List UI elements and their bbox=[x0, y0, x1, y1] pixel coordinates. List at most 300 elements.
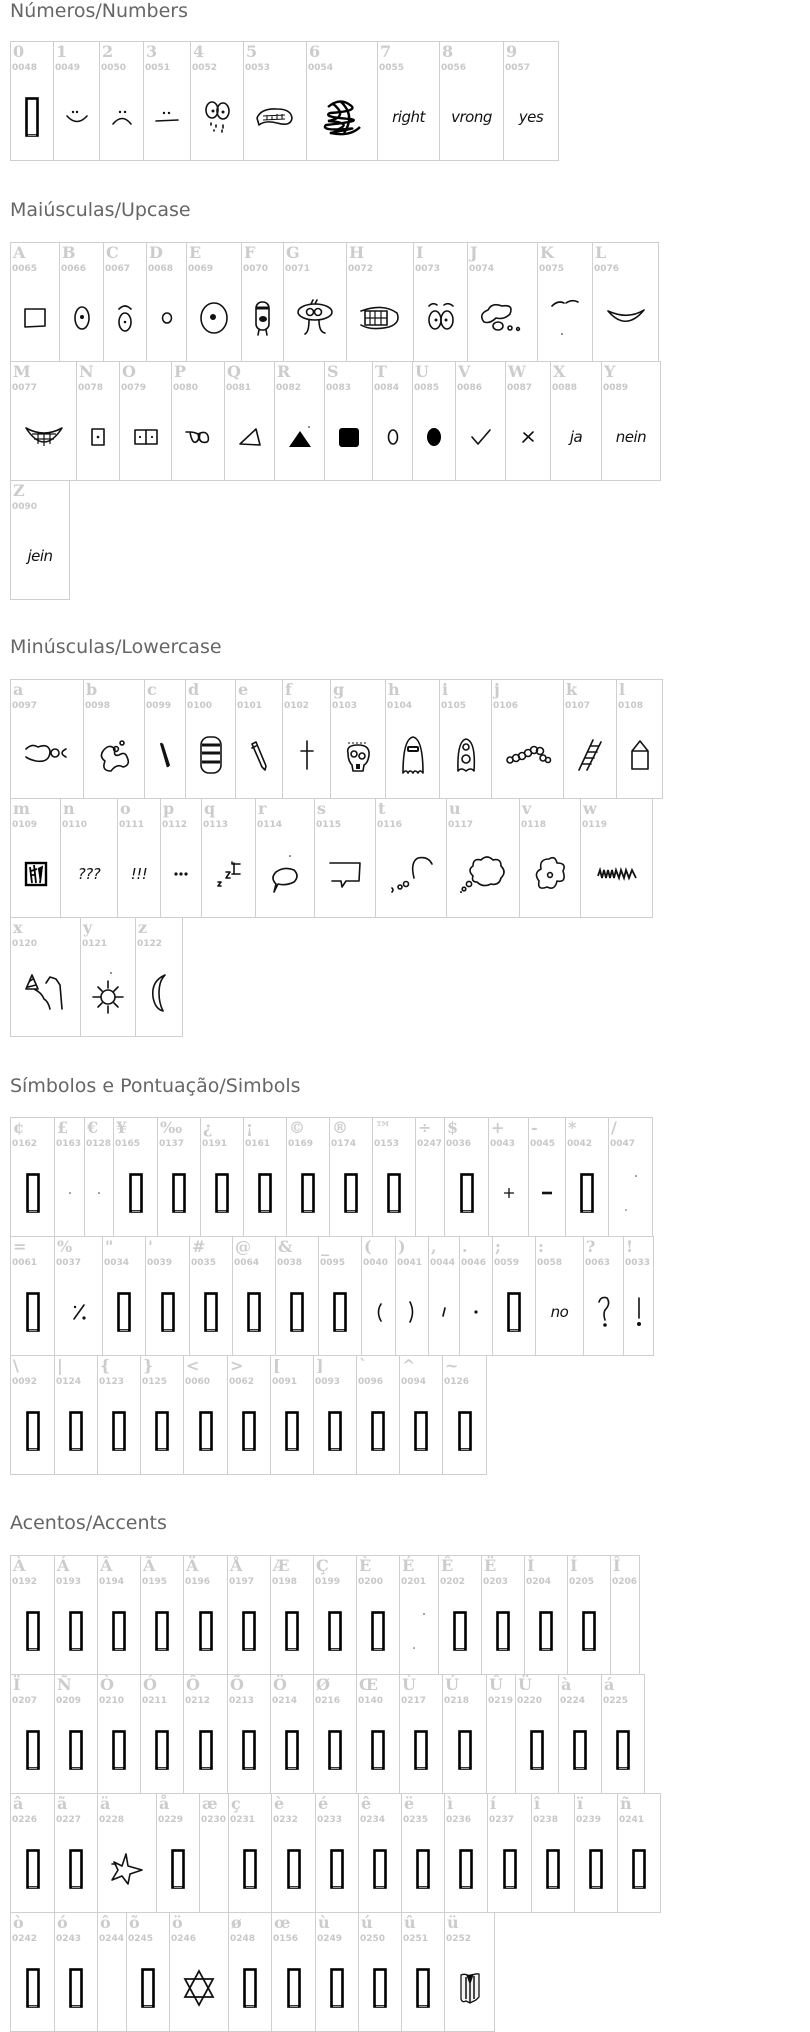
character-label: P bbox=[174, 362, 187, 381]
character-code: 0217 bbox=[401, 1696, 427, 1706]
character-label: w bbox=[583, 799, 597, 818]
character-label: B bbox=[62, 243, 76, 262]
glyph-cell bbox=[283, 242, 347, 362]
box-icon bbox=[11, 1400, 54, 1462]
speech-round-icon bbox=[256, 843, 314, 905]
character-code: 0043 bbox=[490, 1139, 516, 1149]
pencil-icon bbox=[236, 724, 282, 786]
box-icon bbox=[400, 1719, 442, 1781]
glyph-cell bbox=[232, 1236, 276, 1356]
character-label: u bbox=[449, 799, 461, 818]
box-icon bbox=[157, 1838, 199, 1900]
glyph-cell bbox=[515, 1674, 559, 1794]
blob-icon bbox=[84, 724, 144, 786]
character-label: N bbox=[79, 362, 94, 381]
box-icon bbox=[314, 1400, 356, 1462]
glyph-cell bbox=[183, 1355, 228, 1475]
character-code: 0106 bbox=[493, 701, 519, 711]
character-code: 0081 bbox=[226, 383, 252, 393]
glyph-cell bbox=[439, 41, 504, 161]
frown-icon bbox=[100, 86, 143, 148]
glyph-cell bbox=[271, 1793, 316, 1913]
box-icon bbox=[114, 1162, 157, 1224]
glyph-cell bbox=[54, 1912, 98, 2032]
character-label: Â bbox=[100, 1556, 113, 1575]
character-code: 0037 bbox=[56, 1258, 82, 1268]
character-code: 0107 bbox=[565, 701, 591, 711]
character-code: 0115 bbox=[316, 820, 342, 830]
character-label: ä bbox=[100, 1794, 111, 1813]
character-label: é bbox=[318, 1794, 329, 1813]
character-label: ) bbox=[398, 1237, 406, 1256]
character-label: d bbox=[188, 680, 200, 699]
box-icon bbox=[359, 1957, 401, 2019]
glyph-text bbox=[11, 525, 69, 587]
character-code: 0034 bbox=[104, 1258, 130, 1268]
glyph-cell bbox=[601, 1674, 645, 1794]
box-icon bbox=[98, 1400, 140, 1462]
box-icon bbox=[271, 1400, 313, 1462]
glyph-cell bbox=[492, 1236, 536, 1356]
glyph-cell bbox=[580, 798, 653, 918]
character-code: 0039 bbox=[147, 1258, 173, 1268]
character-code: 0197 bbox=[229, 1577, 255, 1587]
glyph-cell bbox=[558, 1674, 602, 1794]
glyph-cell bbox=[488, 1117, 529, 1237]
glyph-cell bbox=[442, 1355, 487, 1475]
glyph-cell bbox=[623, 1236, 654, 1356]
character-label: 4 bbox=[193, 42, 205, 61]
eye-icon bbox=[60, 287, 103, 349]
glyph-text bbox=[602, 406, 660, 468]
character-code: 0035 bbox=[191, 1258, 217, 1268]
period-icon bbox=[460, 1281, 492, 1343]
glyph-word: ??? bbox=[77, 865, 101, 883]
neutral-icon bbox=[144, 86, 190, 148]
box-icon bbox=[11, 1838, 54, 1900]
box-icon bbox=[566, 1162, 608, 1224]
box-icon bbox=[55, 1719, 97, 1781]
zigzag-icon bbox=[581, 843, 652, 905]
character-label: Ù bbox=[402, 1675, 416, 1694]
character-code: 0242 bbox=[12, 1934, 38, 1944]
character-code: 0087 bbox=[507, 383, 533, 393]
glyph-cell bbox=[442, 1674, 487, 1794]
character-code: 0101 bbox=[237, 701, 263, 711]
box-icon bbox=[98, 1719, 140, 1781]
character-label: # bbox=[192, 1237, 206, 1256]
character-code: 0093 bbox=[315, 1377, 341, 1387]
character-label: 6 bbox=[309, 42, 321, 61]
glyph-cell bbox=[324, 361, 373, 481]
box-icon bbox=[488, 1838, 531, 1900]
character-label: Z bbox=[13, 481, 25, 500]
character-label: o bbox=[120, 799, 131, 818]
box-icon bbox=[55, 1600, 97, 1662]
character-code: 0055 bbox=[379, 63, 405, 73]
character-code: 0161 bbox=[245, 1139, 271, 1149]
character-label: % bbox=[57, 1237, 73, 1256]
character-label: œ bbox=[274, 1913, 291, 1932]
box-icon bbox=[532, 1838, 574, 1900]
glyph-cell bbox=[428, 1236, 460, 1356]
box-icon bbox=[141, 1400, 183, 1462]
glyph-cell bbox=[10, 798, 61, 918]
character-code: 0252 bbox=[446, 1934, 472, 1944]
check-icon bbox=[456, 406, 505, 468]
glyph-cell bbox=[235, 679, 283, 799]
glyph-word: nein bbox=[615, 428, 647, 446]
character-label: @ bbox=[235, 1237, 251, 1256]
glyph-cell bbox=[271, 1912, 316, 2032]
character-label: Ì bbox=[527, 1556, 535, 1575]
glyph-cell bbox=[10, 679, 84, 799]
two-eyes-icon bbox=[414, 287, 467, 349]
box-icon bbox=[575, 1838, 617, 1900]
square-filled-icon bbox=[325, 406, 372, 468]
glyph-cell bbox=[467, 242, 538, 362]
box-icon bbox=[516, 1719, 558, 1781]
character-label: [ bbox=[273, 1356, 281, 1375]
character-label: z bbox=[138, 918, 148, 937]
character-code: 0094 bbox=[401, 1377, 427, 1387]
glyph-cell bbox=[54, 1117, 85, 1237]
character-code: 0122 bbox=[137, 939, 163, 949]
glyph-cell bbox=[59, 242, 104, 362]
box-icon bbox=[11, 1281, 54, 1343]
character-label: k bbox=[566, 680, 578, 699]
glyph-cell bbox=[503, 41, 559, 161]
glyph-cell bbox=[102, 1236, 146, 1356]
character-code: 0216 bbox=[315, 1696, 341, 1706]
character-label: ‰ bbox=[160, 1118, 183, 1137]
character-label: G bbox=[286, 243, 300, 262]
character-label: Ò bbox=[100, 1675, 114, 1694]
character-label: j bbox=[494, 680, 500, 699]
character-label: £ bbox=[57, 1118, 69, 1137]
character-label: ` bbox=[359, 1356, 367, 1375]
character-code: 0211 bbox=[142, 1696, 168, 1706]
character-code: 0095 bbox=[320, 1258, 346, 1268]
box-icon bbox=[98, 1600, 140, 1662]
character-label: t bbox=[378, 799, 386, 818]
die-two-icon bbox=[120, 406, 171, 468]
empty-icon bbox=[487, 1719, 515, 1781]
section-title: Maiúsculas/Upcase bbox=[10, 199, 191, 221]
character-code: 0245 bbox=[128, 1934, 154, 1944]
character-code: 0239 bbox=[576, 1815, 602, 1825]
glyph-cell bbox=[361, 1236, 396, 1356]
glyph-cell bbox=[10, 41, 54, 161]
glyph-cell bbox=[439, 679, 492, 799]
character-label: Å bbox=[230, 1556, 243, 1575]
character-label: ç bbox=[231, 1794, 241, 1813]
character-code: 0091 bbox=[272, 1377, 298, 1387]
box-icon bbox=[618, 1838, 660, 1900]
glyph-cell bbox=[524, 1555, 568, 1675]
character-code: 0054 bbox=[308, 63, 334, 73]
character-code: 0062 bbox=[229, 1377, 255, 1387]
character-label: m bbox=[13, 799, 30, 818]
character-code: 0110 bbox=[62, 820, 88, 830]
glyph-cell bbox=[519, 798, 581, 918]
box-icon bbox=[146, 1281, 189, 1343]
character-label: n bbox=[63, 799, 75, 818]
character-label: _ bbox=[321, 1237, 329, 1256]
box-icon bbox=[141, 1719, 183, 1781]
glyph-cell bbox=[144, 679, 186, 799]
box-icon bbox=[229, 1957, 271, 2019]
glyph-cell bbox=[358, 1793, 402, 1913]
character-label: ë bbox=[404, 1794, 415, 1813]
glyph-cell bbox=[10, 1555, 55, 1675]
character-code: 0105 bbox=[441, 701, 467, 711]
star-icon bbox=[98, 1838, 156, 1900]
character-label: © bbox=[289, 1118, 305, 1137]
character-code: 0086 bbox=[457, 383, 483, 393]
glyph-cell bbox=[535, 1236, 584, 1356]
ladder-icon bbox=[564, 724, 616, 786]
ghost-icon bbox=[386, 724, 439, 786]
glyph-cell bbox=[444, 1117, 489, 1237]
character-code: 0251 bbox=[403, 1934, 429, 1944]
character-label: î bbox=[534, 1794, 541, 1813]
character-label: , bbox=[431, 1237, 437, 1256]
character-code: 0202 bbox=[440, 1577, 466, 1587]
star-of-david-icon bbox=[170, 1957, 228, 2019]
glyph-cell bbox=[330, 679, 386, 799]
character-label: " bbox=[105, 1237, 114, 1256]
character-label: ö bbox=[172, 1913, 183, 1932]
glyph-cell bbox=[228, 1793, 272, 1913]
character-label: ê bbox=[361, 1794, 372, 1813]
glyph-cell bbox=[54, 1236, 103, 1356]
character-label: M bbox=[13, 362, 31, 381]
flower-icon bbox=[520, 843, 580, 905]
stamp-icon bbox=[11, 843, 60, 905]
character-code: 0050 bbox=[101, 63, 127, 73]
character-code: 0116 bbox=[377, 820, 403, 830]
character-label: l bbox=[619, 680, 626, 699]
glyph-cell bbox=[274, 361, 325, 481]
character-code: 0063 bbox=[585, 1258, 611, 1268]
box-icon bbox=[184, 1400, 227, 1462]
box-icon bbox=[55, 1400, 97, 1462]
character-label: : bbox=[538, 1237, 544, 1256]
character-label: € bbox=[87, 1118, 99, 1137]
character-code: 0140 bbox=[358, 1696, 384, 1706]
character-label: J bbox=[470, 243, 478, 262]
character-label: ñ bbox=[620, 1794, 632, 1813]
character-code: 0104 bbox=[387, 701, 413, 711]
character-code: 0153 bbox=[374, 1139, 400, 1149]
box-icon bbox=[190, 1281, 232, 1343]
mountains-icon bbox=[11, 962, 80, 1024]
character-code: 0079 bbox=[121, 383, 147, 393]
box-icon bbox=[445, 1838, 487, 1900]
character-label: 9 bbox=[506, 42, 518, 61]
box-icon bbox=[559, 1719, 601, 1781]
character-label: È bbox=[359, 1556, 372, 1575]
glyph-cell bbox=[412, 361, 456, 481]
character-code: 0049 bbox=[55, 63, 81, 73]
character-code: 0128 bbox=[86, 1139, 112, 1149]
character-label: i bbox=[442, 680, 449, 699]
glyph-cell bbox=[399, 1674, 443, 1794]
box-icon bbox=[127, 1957, 169, 2019]
glyph-cell bbox=[399, 1555, 439, 1675]
box-icon bbox=[184, 1719, 227, 1781]
caterpillar-icon bbox=[492, 724, 563, 786]
character-code: 0076 bbox=[594, 264, 620, 274]
character-label: ' bbox=[148, 1237, 153, 1256]
character-code: 0233 bbox=[317, 1815, 343, 1825]
character-code: 0250 bbox=[360, 1934, 386, 1944]
glyph-cell bbox=[97, 1793, 157, 1913]
character-label: ó bbox=[57, 1913, 68, 1932]
box-icon bbox=[314, 1600, 356, 1662]
grin-wide-icon bbox=[11, 406, 76, 468]
glyph-cell bbox=[270, 1674, 314, 1794]
comma-icon bbox=[429, 1281, 459, 1343]
heart-oc-icon bbox=[11, 724, 83, 786]
character-code: 0124 bbox=[56, 1377, 82, 1387]
glyph-cell bbox=[255, 798, 315, 918]
character-label: q bbox=[204, 799, 216, 818]
character-code: 0118 bbox=[521, 820, 547, 830]
character-label: x bbox=[13, 918, 23, 937]
character-label: $ bbox=[447, 1118, 459, 1137]
character-label: b bbox=[86, 680, 98, 699]
glyph-cell bbox=[140, 1555, 184, 1675]
character-code: 0060 bbox=[185, 1377, 211, 1387]
box-icon bbox=[316, 1957, 358, 2019]
character-code: 0097 bbox=[12, 701, 38, 711]
character-code: 0047 bbox=[610, 1139, 636, 1149]
section-title: Minúsculas/Lowercase bbox=[10, 636, 222, 658]
character-code: 0195 bbox=[142, 1577, 168, 1587]
character-label: X bbox=[553, 362, 566, 381]
glyph-cell bbox=[356, 1355, 400, 1475]
box-icon bbox=[357, 1600, 399, 1662]
character-code: 0083 bbox=[326, 383, 352, 393]
character-label: ã bbox=[57, 1794, 68, 1813]
character-label: ® bbox=[332, 1118, 348, 1137]
glyph-cell bbox=[103, 242, 147, 362]
character-code: 0238 bbox=[533, 1815, 559, 1825]
barrel-icon bbox=[186, 724, 235, 786]
box-icon bbox=[229, 1838, 271, 1900]
character-label: & bbox=[278, 1237, 293, 1256]
character-label: 1 bbox=[56, 42, 68, 61]
box-icon bbox=[314, 1719, 356, 1781]
character-code: 0201 bbox=[401, 1577, 427, 1587]
character-label: F bbox=[244, 243, 256, 262]
character-code: 0126 bbox=[444, 1377, 470, 1387]
glyph-cell bbox=[76, 361, 120, 481]
character-label: U bbox=[415, 362, 429, 381]
glyph-cell bbox=[97, 1355, 141, 1475]
zzz-icon bbox=[202, 843, 255, 905]
glyph-cell bbox=[10, 1912, 55, 2032]
glyph-cell bbox=[10, 1355, 55, 1475]
box-icon bbox=[228, 1400, 270, 1462]
character-label: I bbox=[416, 243, 424, 262]
box-icon bbox=[445, 1162, 488, 1224]
glyph-cell bbox=[227, 1674, 271, 1794]
character-label: ~ bbox=[445, 1356, 459, 1375]
plus-icon bbox=[489, 1162, 528, 1224]
box-icon bbox=[244, 1162, 286, 1224]
glyph-cell bbox=[356, 1674, 400, 1794]
die-one-icon bbox=[77, 406, 119, 468]
glyph-cell bbox=[199, 1793, 229, 1913]
percent-icon bbox=[55, 1281, 102, 1343]
glyph-cell bbox=[80, 917, 136, 1037]
glyph-cell bbox=[10, 1793, 55, 1913]
empty-icon bbox=[611, 1600, 639, 1662]
section-title: Acentos/Accents bbox=[10, 1512, 167, 1534]
glyph-cell bbox=[54, 1355, 98, 1475]
character-label: Î bbox=[613, 1556, 621, 1575]
character-code: 0099 bbox=[146, 701, 172, 711]
character-label: û bbox=[404, 1913, 416, 1932]
glyph-cell bbox=[286, 1117, 330, 1237]
glyph-cell bbox=[145, 1236, 190, 1356]
character-label: Û bbox=[489, 1675, 503, 1694]
glyph-cell bbox=[315, 1793, 359, 1913]
eye-brow-icon bbox=[104, 287, 146, 349]
big-eye-icon bbox=[187, 287, 241, 349]
character-code: 0232 bbox=[273, 1815, 299, 1825]
box-icon bbox=[271, 1600, 313, 1662]
brows-icon bbox=[538, 287, 592, 349]
character-label: < bbox=[186, 1356, 200, 1375]
character-label: f bbox=[285, 680, 292, 699]
character-code: 0234 bbox=[360, 1815, 386, 1825]
box-icon bbox=[11, 1719, 54, 1781]
section-title: Símbolos e Pontuação/Simbols bbox=[10, 1075, 301, 1097]
glyph-cell bbox=[97, 1912, 127, 2032]
box-icon bbox=[402, 1838, 444, 1900]
character-label: Ó bbox=[143, 1675, 157, 1694]
character-label: e bbox=[238, 680, 249, 699]
character-label: Œ bbox=[359, 1675, 378, 1694]
crying-eyes-icon bbox=[191, 86, 243, 148]
glyph-cell bbox=[84, 1117, 114, 1237]
moon-icon bbox=[136, 962, 182, 1024]
character-label: Ë bbox=[484, 1556, 497, 1575]
glyph-cell bbox=[550, 361, 602, 481]
character-code: 0137 bbox=[159, 1139, 185, 1149]
character-code: 0121 bbox=[82, 939, 108, 949]
character-label: ò bbox=[13, 1913, 24, 1932]
glyph-cell bbox=[486, 1674, 516, 1794]
character-code: 0080 bbox=[173, 383, 199, 393]
character-label: Ê bbox=[441, 1556, 454, 1575]
character-label: S bbox=[327, 362, 339, 381]
glyph-cell bbox=[54, 1555, 98, 1675]
glyph-cell bbox=[415, 1117, 445, 1237]
house-icon bbox=[617, 724, 662, 786]
glyph-cell bbox=[375, 798, 447, 918]
square-icon bbox=[11, 287, 59, 349]
character-label: Í bbox=[570, 1556, 578, 1575]
glyph-word: no bbox=[550, 1303, 569, 1321]
glyph-cell bbox=[126, 1912, 170, 2032]
character-code: 0225 bbox=[603, 1696, 629, 1706]
glyph-cell bbox=[10, 1117, 55, 1237]
